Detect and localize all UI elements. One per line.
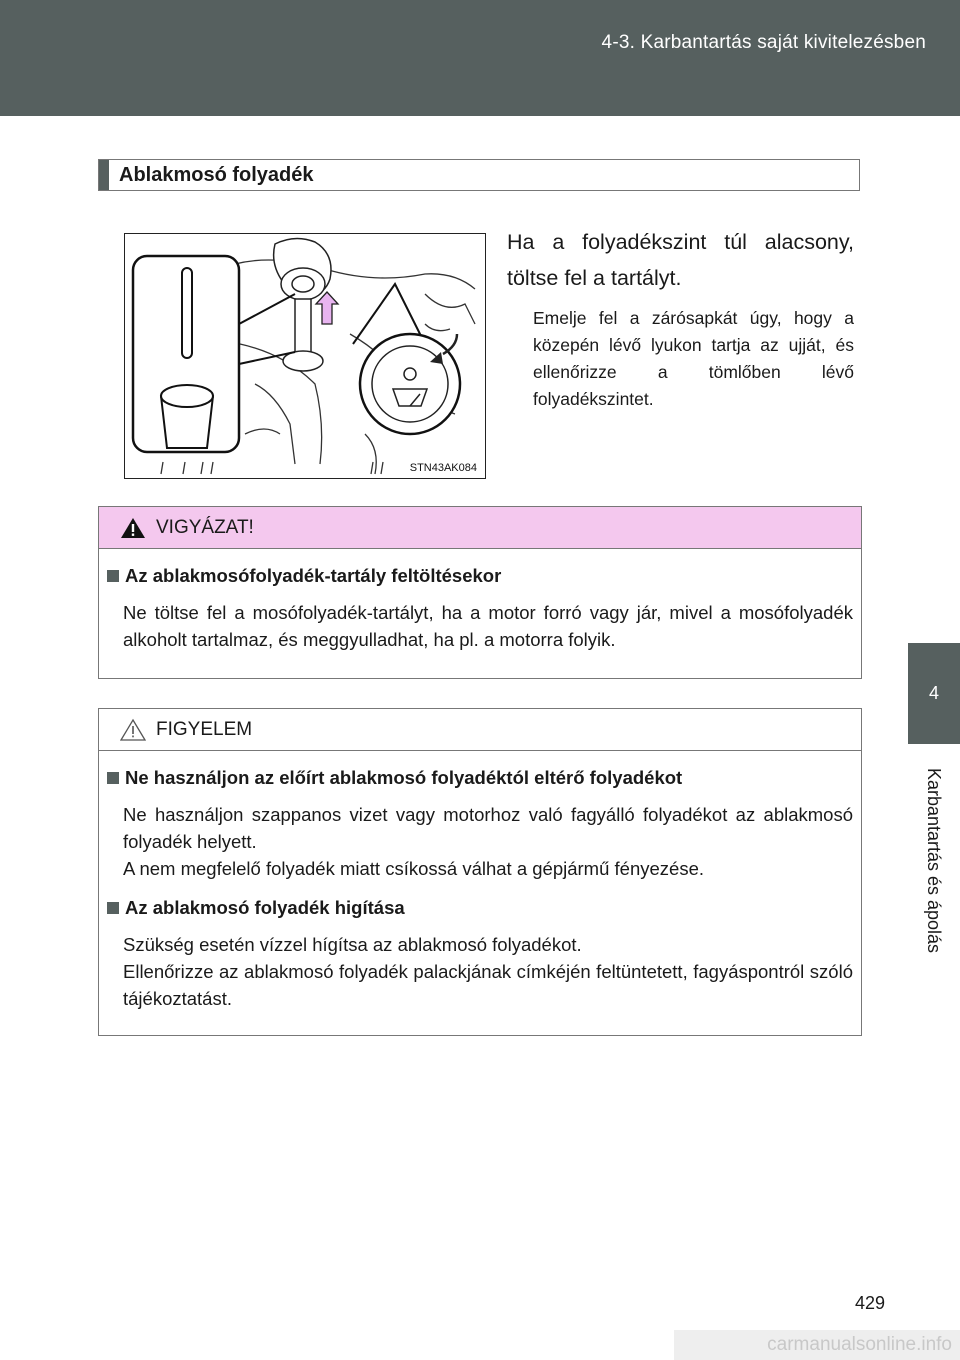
bullet-square-icon	[107, 772, 119, 784]
notice-box	[98, 708, 862, 1036]
watermark	[674, 1330, 960, 1360]
notice-item-heading-1: Ne használjon az előírt ablakmosó folyadéktól eltérő folyadékot	[107, 767, 682, 789]
page-number: 429	[855, 1293, 886, 1313]
chapter-tab[interactable]	[908, 643, 960, 744]
caution-box	[98, 506, 862, 679]
chapter-number: 4	[928, 683, 939, 703]
bullet-square-icon	[107, 570, 119, 582]
caution-item-body: Ne töltse fel a mosófolyadék-tartályt, ha a motor forró vagy jár, mivel a mosófolyadék alkoholt tartalmaz, és meggyulladhat, ha pl. a motorra folyik.	[123, 602, 853, 650]
warning-icon	[120, 516, 146, 540]
caution-header	[99, 507, 861, 549]
chapter-name: Karbantartás és ápolás	[924, 767, 945, 953]
illustration-drawing	[125, 234, 484, 477]
chapter-title: 4-3. Karbantartás saját kivitelezésben	[601, 32, 926, 53]
notice-item-body-1: Ne használjon szappanos vizet vagy motorhoz való fagyálló folyadékot az ablakmosó folyadék helyett. A nem megfelelő folyadék miatt csíkossá válhat a gépjármű fényezése.	[123, 804, 853, 879]
section-marker	[99, 160, 109, 190]
notice-title: FIGYELEM	[156, 718, 253, 740]
figure-code: STN43AK084	[409, 462, 477, 474]
washer-reservoir-illustration	[124, 233, 486, 479]
watermark-text: carmanualsonline.info	[767, 1334, 952, 1355]
section-title	[98, 159, 860, 191]
intro-instruction: Emelje fel a zárósapkát úgy, hogy a közepén lévő lyukon tartja az ujját, és ellenőrizze a tömlőben lévő folyadékszintet.	[533, 308, 854, 409]
notice-item-body-2: Szükség esetén vízzel hígítsa az ablakmosó folyadékot. Ellenőrizze az ablakmosó folyadék palackjának címkéjén feltüntetett, fagyáspontról szóló tájékoztatást.	[123, 934, 853, 1009]
section-title-text: Ablakmosó folyadék	[119, 163, 314, 186]
intro-text: Ha a folyadékszint túl alacsony, töltse fel a tartályt.	[507, 230, 854, 290]
chapter-side-label	[912, 744, 956, 976]
bullet-square-icon	[107, 902, 119, 914]
notice-item-heading-2: Az ablakmosó folyadék higítása	[107, 897, 405, 919]
caution-title: VIGYÁZAT!	[156, 516, 254, 538]
caution-item-heading: Az ablakmosófolyadék-tartály feltöltésekor	[107, 565, 501, 587]
page-header	[0, 0, 960, 116]
notice-header	[99, 709, 861, 751]
notice-icon	[120, 718, 146, 742]
